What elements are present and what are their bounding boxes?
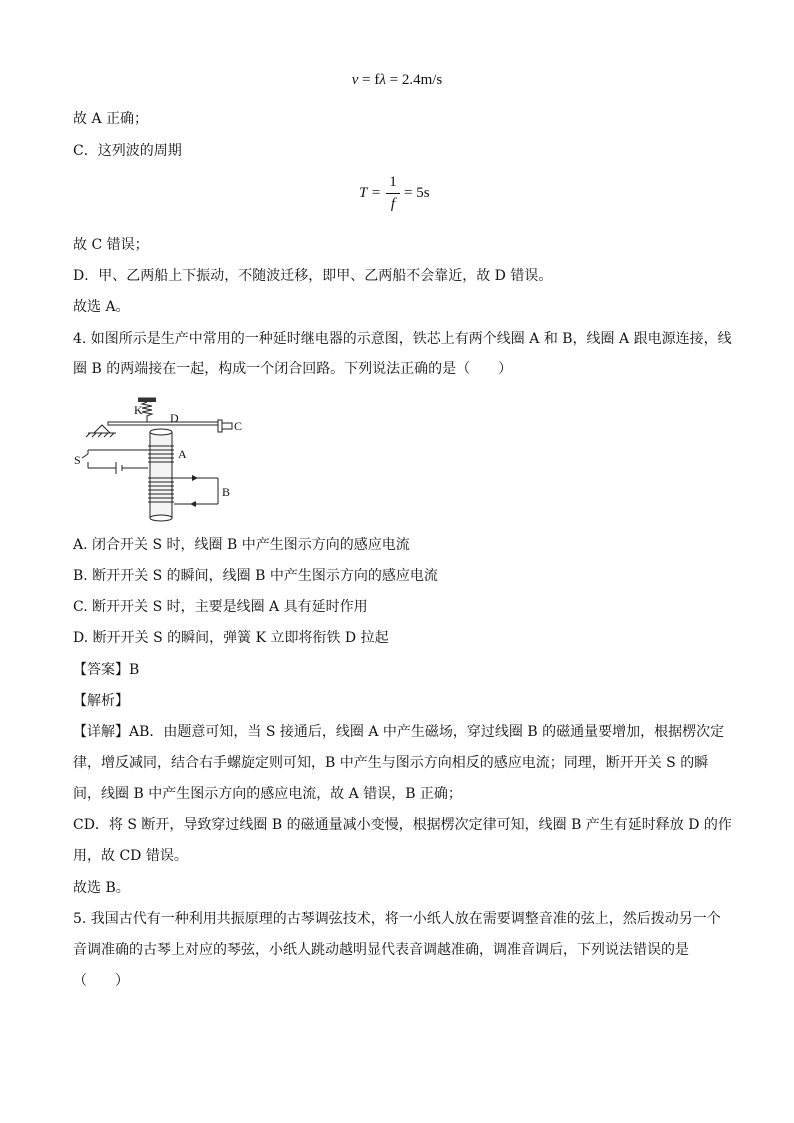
option-a: A. 闭合开关 S 时，线圈 B 中产生图示方向的感应电流 (73, 537, 410, 553)
period-result: = 5s (404, 185, 430, 201)
spring-k (142, 402, 152, 422)
question5-line2: 音调准确的古琴上对应的琴弦，小纸人跳动越明显代表音调越准确，调准音调后，下列说法错误的是 (73, 942, 689, 958)
formula-lambda: λ (379, 72, 386, 88)
line-c-intro: C．这列波的周期 (73, 143, 182, 159)
line-choose-a: 故选 A。 (73, 299, 130, 315)
period-T: T = (359, 185, 381, 201)
fraction-bar (386, 193, 400, 194)
label-k: K (134, 403, 143, 417)
option-c: C. 断开开关 S 时，主要是线圈 A 具有延时作用 (73, 599, 368, 615)
detail-line2: 律，增反减同，结合右手螺旋定则可知，B 中产生与图示方向相反的感应电流；同理，断开开关 S 的瞬 (73, 755, 709, 771)
detail-line3: 间，线圈 B 中产生图示方向的感应电流，故 A 错误，B 正确； (73, 786, 462, 802)
question4-line2: 圈 B 的两端接在一起，构成一个闭合回路。下列说法正确的是（ ） (73, 361, 513, 377)
detail-line4: CD．将 S 断开，导致穿过线圈 B 的磁通量减小变慢，根据楞次定律可知，线圈 B 产生有延时释放 D 的作 (73, 817, 732, 833)
circuit-a (82, 450, 148, 474)
question4-line1: 4. 如图所示是生产中常用的一种延时继电器的示意图，铁芯上有两个线圈 A 和 B，线圈 A 跟电源连接，线 (73, 331, 732, 347)
period-denominator: f (390, 196, 396, 212)
relay-diagram (70, 392, 250, 524)
formula-v: v (351, 72, 359, 88)
label-b: B (222, 485, 231, 499)
detail-line5: 用，故 CD 错误。 (73, 848, 188, 864)
armature-d (108, 422, 220, 425)
label-c: C (234, 419, 243, 433)
coil-b (148, 478, 174, 502)
option-b: B. 断开开关 S 的瞬间，线圈 B 中产生图示方向的感应电流 (73, 568, 438, 584)
analysis-heading: 【解析】 (73, 693, 129, 709)
line-c-wrong: 故 C 错误； (73, 237, 149, 253)
label-s: S (74, 453, 81, 467)
current-arrow-top (192, 475, 198, 481)
period-numerator: 1 (389, 174, 397, 190)
pivot (94, 425, 110, 433)
question5-line1: 5. 我国古代有一种利用共振原理的古琴调弦技术，将一小纸人放在需要调整音准的弦上，然后拨动另一个 (73, 911, 721, 927)
question5-line3: （ ） (73, 973, 129, 989)
iron-core (150, 432, 172, 518)
label-a: A (178, 447, 187, 461)
contact-c (218, 420, 222, 432)
speed-formula (0, 72, 794, 89)
spring-mount (138, 398, 156, 402)
detail-line1: 【详解】AB．由题意可知，当 S 接通后，线圈 A 中产生磁场，穿过线圈 B 的磁通量要增加，根据楞次定 (73, 724, 725, 740)
answer-line: 【答案】B (73, 662, 140, 678)
formula-f: = f (362, 72, 380, 88)
line-choose-b: 故选 B。 (73, 880, 130, 896)
line-d-text: D．甲、乙两船上下振动，不随波迁移，即甲、乙两船不会靠近，故 D 错误。 (73, 268, 553, 284)
formula-speed-result: = 2.4m/s (389, 72, 443, 88)
option-d: D. 断开开关 S 的瞬间，弹簧 K 立即将衔铁 D 拉起 (73, 630, 389, 646)
circuit-b (174, 478, 218, 504)
label-d: D (170, 411, 179, 425)
line-a-correct: 故 A 正确； (73, 111, 149, 127)
current-arrow-bottom (190, 501, 196, 507)
